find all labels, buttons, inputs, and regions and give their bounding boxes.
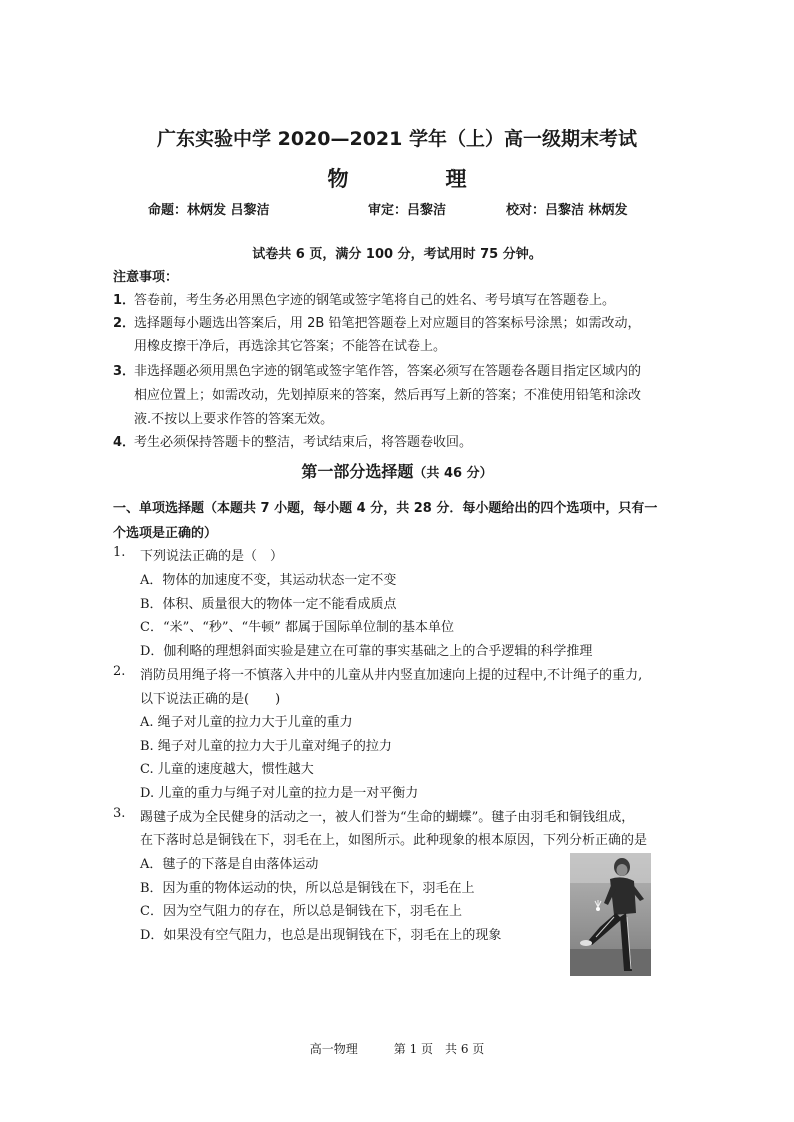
note-2-line-1: 选择题每小题选出答案后，用 2B 铅笔把答题卷上对应题目的答案标号涂黑；如需改动， (134, 316, 641, 331)
question-3-stem-line-1: 踢毽子成为全民健身的活动之一，被人们誉为“生命的蝴蝶”。毽子由羽毛和铜钱组成， (140, 810, 635, 825)
note-1: 答卷前，考生务必用黑色字迹的钢笔或签字笔将自己的姓名、考号填写在答题卷上。 (134, 293, 616, 308)
question-1-number: 1. (113, 545, 126, 560)
proofreader-line: 校对：吕黎洁 林炳发 (506, 203, 628, 218)
question-1-option-a: A．物体的加速度不变，其运动状态一定不变 (140, 573, 397, 588)
question-1-option-d: D．伽利略的理想斜面实验是建立在可靠的事实基础之上的合乎逻辑的科学推理 (140, 644, 593, 659)
question-3-option-b: B．因为重的物体运动的快，所以总是铜钱在下，羽毛在上 (140, 881, 475, 896)
question-2-option-d: D. 儿童的重力与绳子对儿童的拉力是一对平衡力 (140, 786, 419, 801)
part-1-title: 第一部分选择题（共 46 分） (301, 462, 493, 481)
question-1-option-c: C．“米”、“秒”、“牛顿” 都属于国际单位制的基本单位 (140, 620, 454, 635)
notes-heading: 注意事项： (113, 270, 179, 285)
question-1-option-b: B．体积、质量很大的物体一定不能看成质点 (140, 597, 397, 612)
exam-info: 试卷共 6 页，满分 100 分，考试用时 75 分钟。 (252, 247, 542, 262)
question-3-option-a: A．毽子的下落是自由落体运动 (140, 857, 319, 872)
page-footer: 高一物理 第 1 页 共 6 页 (309, 1042, 485, 1056)
question-1-stem: 下列说法正确的是（ ） (140, 549, 284, 564)
note-4-number: 4． (113, 435, 136, 450)
question-3-number: 3. (113, 806, 126, 821)
section-1-heading-line-2: 个选项是正确的） (113, 526, 218, 541)
shuttlecock-player-photo (570, 853, 651, 976)
question-2-number: 2. (113, 664, 126, 679)
note-3-line-3: 液.不按以上要求作答的答案无效。 (134, 412, 334, 427)
section-1-heading-line-1: 一、单项选择题（本题共 7 小题，每小题 4 分，共 28 分．每小题给出的四个选项中，只有一 (113, 501, 658, 516)
reviewer-line: 审定：吕黎洁 (368, 203, 447, 218)
question-2-stem-line-2: 以下说法正确的是( ) (140, 692, 281, 707)
question-2-option-b: B. 绳子对儿童的拉力大于儿童对绳子的拉力 (140, 739, 392, 754)
note-3-number: 3． (113, 364, 136, 379)
question-3-stem-line-2: 在下落时总是铜钱在下，羽毛在上，如图所示。此种现象的根本原因，下列分析正确的是 (140, 833, 648, 848)
author-line: 命题：林炳发 吕黎洁 (148, 203, 270, 218)
question-3-option-c: C．因为空气阻力的存在，所以总是铜钱在下，羽毛在上 (140, 904, 462, 919)
subject-title: 物 理 (327, 166, 505, 191)
note-3-line-1: 非选择题必须用黑色字迹的钢笔或签字笔作答，答案必须写在答题卷各题目指定区域内的 (134, 364, 642, 379)
question-3-option-d: D．如果没有空气阻力，也总是出现铜钱在下，羽毛在上的现象 (140, 928, 502, 943)
note-3-line-2: 相应位置上；如需改动，先划掉原来的答案，然后再写上新的答案；不准使用铅笔和涂改 (134, 388, 642, 403)
question-2-option-a: A. 绳子对儿童的拉力大于儿童的重力 (140, 715, 353, 730)
note-2-line-2: 用橡皮擦干净后，再选涂其它答案；不能答在试卷上。 (134, 339, 447, 354)
question-2-option-c: C. 儿童的速度越大，惯性越大 (140, 762, 314, 777)
note-4: 考生必须保持答题卡的整洁，考试结束后，将答题卷收回。 (134, 435, 473, 450)
note-1-number: 1． (113, 293, 136, 308)
question-2-stem-line-1: 消防员用绳子将一不慎落入井中的儿童从井内竖直加速向上提的过程中,不计绳子的重力, (140, 668, 643, 683)
note-2-number: 2． (113, 316, 136, 331)
exam-title: 广东实验中学 2020—2021 学年（上）高一级期末考试 (157, 128, 637, 150)
